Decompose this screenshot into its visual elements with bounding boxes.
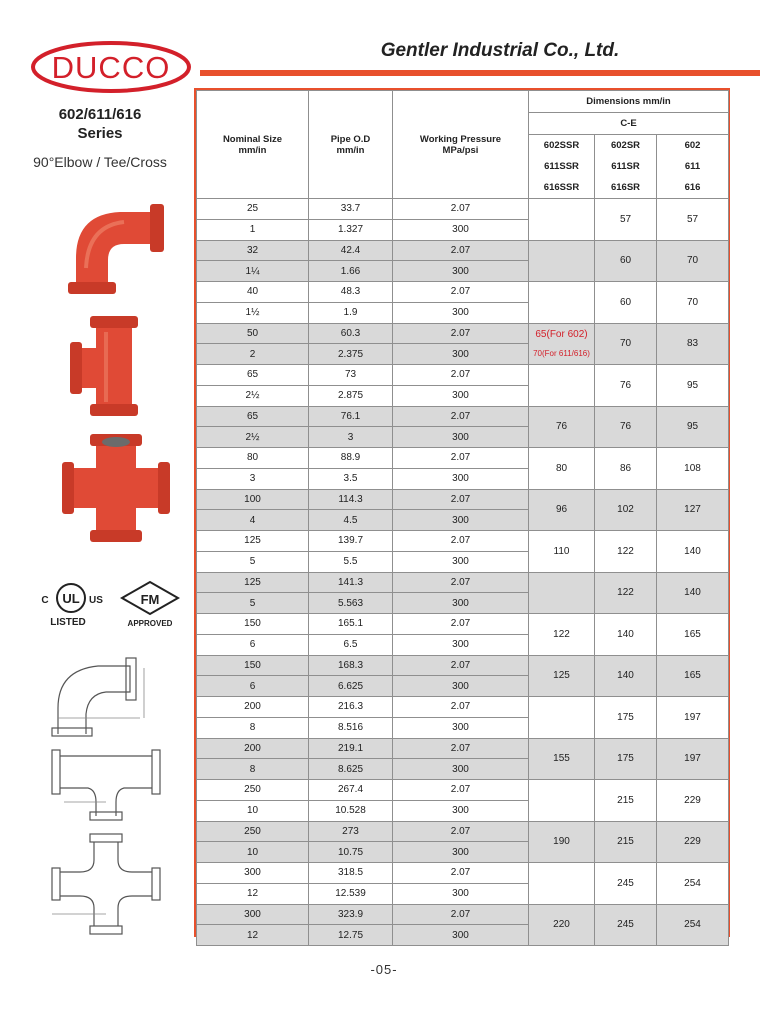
table-row — [197, 282, 729, 303]
logo-text: DUCCO — [51, 50, 171, 85]
working-pressure-cell: 300 — [393, 593, 529, 614]
tee-fitting-image — [66, 312, 162, 420]
pipe-od-cell: 4.5 — [309, 510, 393, 531]
ul-left-text: C — [41, 595, 49, 606]
nominal-size-cell: 25 — [197, 199, 309, 220]
nominal-size-cell: 10 — [197, 842, 309, 863]
ce-note: 65(For 602) — [535, 328, 588, 340]
working-pressure-cell: 300 — [393, 344, 529, 365]
pipe-od-cell: 42.4 — [309, 240, 393, 261]
table-row — [197, 572, 729, 593]
fm-approved-mark — [116, 578, 184, 630]
pipe-od-cell: 3.5 — [309, 468, 393, 489]
working-pressure-cell: 300 — [393, 510, 529, 531]
dimensions-table — [194, 88, 730, 941]
nominal-size-cell: 150 — [197, 614, 309, 635]
working-pressure-cell: 300 — [393, 925, 529, 946]
working-pressure-cell: 2.07 — [393, 406, 529, 427]
table-row — [197, 365, 729, 386]
working-pressure-cell: 2.07 — [393, 531, 529, 552]
series-code: 602/611/616 — [58, 106, 142, 123]
nominal-size-cell: 5 — [197, 551, 309, 572]
nominal-size-cell: 6 — [197, 676, 309, 697]
ce-std-cell: 127 — [657, 489, 729, 531]
ce-std-cell: 254 — [657, 904, 729, 946]
page-number: -05- — [370, 962, 398, 977]
ce-std-cell: 197 — [657, 697, 729, 739]
working-pressure-cell: 2.07 — [393, 863, 529, 884]
pipe-od-cell: 33.7 — [309, 199, 393, 220]
pipe-od-cell: 273 — [309, 821, 393, 842]
pipe-od-cell: 267.4 — [309, 780, 393, 801]
pipe-od-cell: 318.5 — [309, 863, 393, 884]
ce-std-cell: 165 — [657, 614, 729, 656]
ce-std-cell: 140 — [657, 531, 729, 573]
nominal-size-cell: 2½ — [197, 385, 309, 406]
nominal-size-cell: 125 — [197, 572, 309, 593]
ce-ssr-cell: 125 — [529, 655, 595, 697]
fm-caption: APPROVED — [127, 619, 173, 628]
pipe-od-cell: 6.5 — [309, 634, 393, 655]
header-dimensions: Dimensions mm/in — [529, 91, 729, 113]
ce-sr-cell: 175 — [595, 697, 657, 739]
table-row — [197, 614, 729, 635]
pipe-od-cell: 5.563 — [309, 593, 393, 614]
working-pressure-cell: 300 — [393, 468, 529, 489]
nominal-size-cell: 1¼ — [197, 261, 309, 282]
working-pressure-cell: 300 — [393, 676, 529, 697]
ce-sr-cell: 57 — [595, 199, 657, 241]
ul-caption: LISTED — [50, 617, 86, 628]
nominal-size-cell: 50 — [197, 323, 309, 344]
ce-std-cell: 229 — [657, 780, 729, 822]
header-rule — [200, 70, 760, 76]
nominal-size-cell: 150 — [197, 655, 309, 676]
header-model-sr: 602SR 611SR 616SR — [595, 135, 657, 199]
pipe-od-cell: 8.625 — [309, 759, 393, 780]
series-word: Series — [77, 125, 123, 142]
nominal-size-cell: 100 — [197, 489, 309, 510]
nominal-size-cell: 1½ — [197, 302, 309, 323]
ul-listed-mark — [34, 578, 108, 628]
ce-ssr-cell: 122 — [529, 614, 595, 656]
pipe-od-cell: 216.3 — [309, 697, 393, 718]
working-pressure-cell: 2.07 — [393, 572, 529, 593]
ce-sr-cell: 76 — [595, 406, 657, 448]
pipe-od-cell: 10.75 — [309, 842, 393, 863]
fm-mark-text: FM — [140, 592, 160, 607]
working-pressure-cell: 300 — [393, 261, 529, 282]
nominal-size-cell: 65 — [197, 406, 309, 427]
working-pressure-cell: 2.07 — [393, 821, 529, 842]
nominal-size-cell: 5 — [197, 593, 309, 614]
tee-dimension-drawing — [44, 746, 168, 826]
ce-ssr-cell — [529, 697, 595, 739]
nominal-size-cell: 10 — [197, 800, 309, 821]
pipe-od-cell: 1.9 — [309, 302, 393, 323]
working-pressure-cell: 300 — [393, 717, 529, 738]
header-ce: C-E — [529, 113, 729, 135]
ce-sr-cell: 76 — [595, 365, 657, 407]
working-pressure-cell: 2.07 — [393, 780, 529, 801]
ce-ssr-cell — [529, 863, 595, 905]
pipe-od-cell: 12.539 — [309, 883, 393, 904]
ce-ssr-cell — [529, 780, 595, 822]
pipe-od-cell: 323.9 — [309, 904, 393, 925]
table-row — [197, 240, 729, 261]
ce-std-cell: 165 — [657, 655, 729, 697]
working-pressure-cell: 2.07 — [393, 282, 529, 303]
table-row — [197, 863, 729, 884]
ce-std-cell: 70 — [657, 282, 729, 324]
table-row — [197, 448, 729, 469]
ce-sr-cell: 60 — [595, 282, 657, 324]
working-pressure-cell: 300 — [393, 759, 529, 780]
table-row — [197, 780, 729, 801]
ce-ssr-cell — [529, 365, 595, 407]
ce-ssr-cell: 190 — [529, 821, 595, 863]
working-pressure-cell: 2.07 — [393, 738, 529, 759]
ce-ssr-cell — [529, 199, 595, 241]
ce-std-cell: 108 — [657, 448, 729, 490]
ce-ssr-cell: 155 — [529, 738, 595, 780]
cross-fitting-image — [60, 432, 172, 544]
pipe-od-cell: 73 — [309, 365, 393, 386]
working-pressure-cell: 300 — [393, 427, 529, 448]
ce-sr-cell: 215 — [595, 780, 657, 822]
working-pressure-cell: 2.07 — [393, 697, 529, 718]
working-pressure-cell: 2.07 — [393, 448, 529, 469]
ul-right-text: US — [89, 595, 103, 606]
series-title-block — [10, 106, 190, 170]
ce-sr-cell: 245 — [595, 904, 657, 946]
table-row — [197, 406, 729, 427]
ce-sr-cell: 140 — [595, 655, 657, 697]
nominal-size-cell: 40 — [197, 282, 309, 303]
pipe-od-cell: 2.875 — [309, 385, 393, 406]
working-pressure-cell: 300 — [393, 883, 529, 904]
pipe-od-cell: 60.3 — [309, 323, 393, 344]
working-pressure-cell: 300 — [393, 302, 529, 323]
ce-ssr-cell — [529, 282, 595, 324]
ce-ssr-cell — [529, 240, 595, 282]
ce-std-cell: 229 — [657, 821, 729, 863]
pipe-od-cell: 8.516 — [309, 717, 393, 738]
nominal-size-cell: 125 — [197, 531, 309, 552]
table-row — [197, 655, 729, 676]
ce-ssr-cell: 220 — [529, 904, 595, 946]
ce-note: 70(For 611/616) — [533, 348, 590, 358]
nominal-size-cell: 200 — [197, 738, 309, 759]
table-row — [197, 821, 729, 842]
ce-std-cell: 95 — [657, 365, 729, 407]
pipe-od-cell: 2.375 — [309, 344, 393, 365]
ce-ssr-cell — [529, 572, 595, 614]
series-subtitle: 90°Elbow / Tee/Cross — [33, 154, 167, 170]
working-pressure-cell: 300 — [393, 385, 529, 406]
ce-sr-cell: 70 — [595, 323, 657, 365]
nominal-size-cell: 2 — [197, 344, 309, 365]
pipe-od-cell: 219.1 — [309, 738, 393, 759]
header-working-pressure: Working Pressure MPa/psi — [393, 91, 529, 199]
nominal-size-cell: 2½ — [197, 427, 309, 448]
table-row — [197, 531, 729, 552]
nominal-size-cell: 12 — [197, 883, 309, 904]
working-pressure-cell: 2.07 — [393, 199, 529, 220]
ce-std-cell: 57 — [657, 199, 729, 241]
working-pressure-cell: 2.07 — [393, 323, 529, 344]
header-model-std: 602 611 616 — [657, 135, 729, 199]
nominal-size-cell: 6 — [197, 634, 309, 655]
pipe-od-cell: 168.3 — [309, 655, 393, 676]
working-pressure-cell: 300 — [393, 219, 529, 240]
ce-sr-cell: 175 — [595, 738, 657, 780]
ce-ssr-cell — [529, 323, 595, 365]
nominal-size-cell: 8 — [197, 717, 309, 738]
header-model-ssr: 602SSR 611SSR 616SSR — [529, 135, 595, 199]
ce-std-cell: 140 — [657, 572, 729, 614]
pipe-od-cell: 76.1 — [309, 406, 393, 427]
table-row — [197, 489, 729, 510]
cross-dimension-drawing — [44, 830, 168, 940]
nominal-size-cell: 32 — [197, 240, 309, 261]
nominal-size-cell: 4 — [197, 510, 309, 531]
nominal-size-cell: 250 — [197, 780, 309, 801]
ce-sr-cell: 245 — [595, 863, 657, 905]
pipe-od-cell: 1.327 — [309, 219, 393, 240]
ce-sr-cell: 122 — [595, 572, 657, 614]
elbow-dimension-drawing — [44, 648, 168, 742]
ce-sr-cell: 215 — [595, 821, 657, 863]
pipe-od-cell: 88.9 — [309, 448, 393, 469]
ce-ssr-cell: 80 — [529, 448, 595, 490]
pipe-od-cell: 5.5 — [309, 551, 393, 572]
nominal-size-cell: 300 — [197, 863, 309, 884]
pipe-od-cell: 3 — [309, 427, 393, 448]
pipe-od-cell: 114.3 — [309, 489, 393, 510]
nominal-size-cell: 12 — [197, 925, 309, 946]
ce-sr-cell: 102 — [595, 489, 657, 531]
pipe-od-cell: 12.75 — [309, 925, 393, 946]
ce-std-cell: 254 — [657, 863, 729, 905]
working-pressure-cell: 300 — [393, 800, 529, 821]
working-pressure-cell: 300 — [393, 842, 529, 863]
nominal-size-cell: 250 — [197, 821, 309, 842]
pipe-od-cell: 6.625 — [309, 676, 393, 697]
working-pressure-cell: 2.07 — [393, 489, 529, 510]
header-nominal-size: Nominal Size mm/in — [197, 91, 309, 199]
pipe-od-cell: 48.3 — [309, 282, 393, 303]
table-row — [197, 323, 729, 344]
nominal-size-cell: 200 — [197, 697, 309, 718]
working-pressure-cell: 2.07 — [393, 655, 529, 676]
ce-std-cell: 95 — [657, 406, 729, 448]
pipe-od-cell: 165.1 — [309, 614, 393, 635]
table-row — [197, 697, 729, 718]
table-row — [197, 904, 729, 925]
ce-ssr-cell: 76 — [529, 406, 595, 448]
nominal-size-cell: 80 — [197, 448, 309, 469]
ce-std-cell: 83 — [657, 323, 729, 365]
ul-mark-text: UL — [62, 591, 80, 606]
working-pressure-cell: 300 — [393, 634, 529, 655]
nominal-size-cell: 3 — [197, 468, 309, 489]
working-pressure-cell: 2.07 — [393, 904, 529, 925]
elbow-fitting-image — [62, 198, 168, 296]
ce-sr-cell: 140 — [595, 614, 657, 656]
pipe-od-cell: 141.3 — [309, 572, 393, 593]
table-row — [197, 199, 729, 220]
ce-sr-cell: 122 — [595, 531, 657, 573]
table-row — [197, 738, 729, 759]
ce-sr-cell: 60 — [595, 240, 657, 282]
company-name: Gentler Industrial Co., Ltd. — [380, 40, 620, 61]
nominal-size-cell: 1 — [197, 219, 309, 240]
nominal-size-cell: 65 — [197, 365, 309, 386]
working-pressure-cell: 2.07 — [393, 365, 529, 386]
ce-sr-cell: 86 — [595, 448, 657, 490]
ce-ssr-cell: 110 — [529, 531, 595, 573]
nominal-size-cell: 300 — [197, 904, 309, 925]
ducco-logo — [30, 40, 192, 94]
ce-std-cell: 70 — [657, 240, 729, 282]
pipe-od-cell: 139.7 — [309, 531, 393, 552]
working-pressure-cell: 300 — [393, 551, 529, 572]
company-header — [200, 40, 760, 76]
working-pressure-cell: 2.07 — [393, 240, 529, 261]
ce-ssr-cell: 96 — [529, 489, 595, 531]
working-pressure-cell: 2.07 — [393, 614, 529, 635]
pipe-od-cell: 1.66 — [309, 261, 393, 282]
header-pipe-od: Pipe O.D mm/in — [309, 91, 393, 199]
pipe-od-cell: 10.528 — [309, 800, 393, 821]
nominal-size-cell: 8 — [197, 759, 309, 780]
ce-std-cell: 197 — [657, 738, 729, 780]
